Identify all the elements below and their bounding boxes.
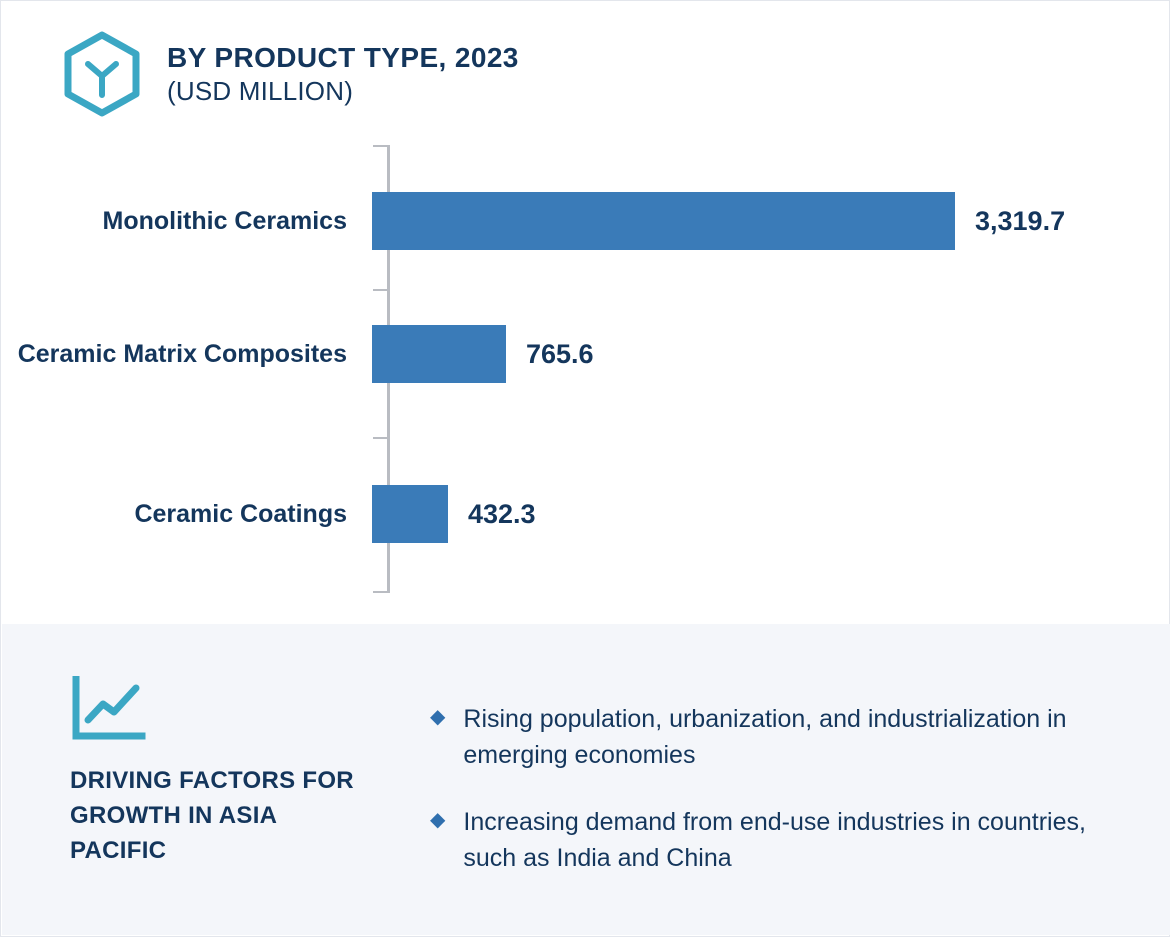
driving-factors-panel	[2, 624, 1170, 935]
axis-tick	[373, 145, 389, 147]
category-label: Ceramic Matrix Composites	[17, 339, 347, 368]
header	[1, 1, 1169, 141]
bar-monolithic-ceramics	[372, 192, 955, 250]
bar-value-label: 765.6	[526, 338, 594, 369]
axis-tick	[373, 591, 389, 593]
category-label: Ceramic Coatings	[134, 499, 347, 528]
category-label: Monolithic Ceramics	[102, 206, 347, 235]
chart-row	[1, 459, 1170, 569]
list-item-text: Increasing demand from end-use industries in countries, such as India and China	[463, 808, 1086, 872]
list-item	[430, 805, 1130, 876]
list-item-text: Rising population, urbanization, and industrialization in emerging economies	[463, 705, 1067, 769]
bar-container	[369, 166, 1170, 276]
bar-container	[369, 299, 1170, 409]
diamond-bullet-icon: ◆	[430, 706, 446, 728]
chart-plot-area	[1, 141, 1170, 626]
header-text-block	[167, 41, 519, 107]
driving-factors-heading: DRIVING FACTORS FOR GROWTH IN ASIA PACIFIC	[70, 767, 354, 864]
bar-ceramic-coatings	[372, 485, 448, 543]
bar-value-label: 3,319.7	[975, 205, 1066, 236]
hexagon-y-icon	[63, 31, 141, 117]
driving-factors-list	[372, 624, 1170, 908]
list-item	[430, 702, 1130, 773]
driving-factors-left	[2, 624, 372, 868]
bar-container	[369, 459, 1170, 569]
page-subtitle: (USD MILLION)	[167, 76, 354, 107]
bar-ceramic-matrix-composites	[372, 325, 506, 383]
diamond-bullet-icon: ◆	[430, 809, 446, 831]
bar-value-label: 432.3	[468, 498, 536, 529]
axis-tick	[373, 289, 389, 291]
line-chart-icon	[70, 676, 148, 742]
bar-chart	[1, 141, 1170, 626]
axis-tick	[373, 437, 389, 439]
page-title: BY PRODUCT TYPE, 2023	[167, 42, 519, 73]
chart-row	[1, 166, 1170, 276]
chart-row	[1, 299, 1170, 409]
